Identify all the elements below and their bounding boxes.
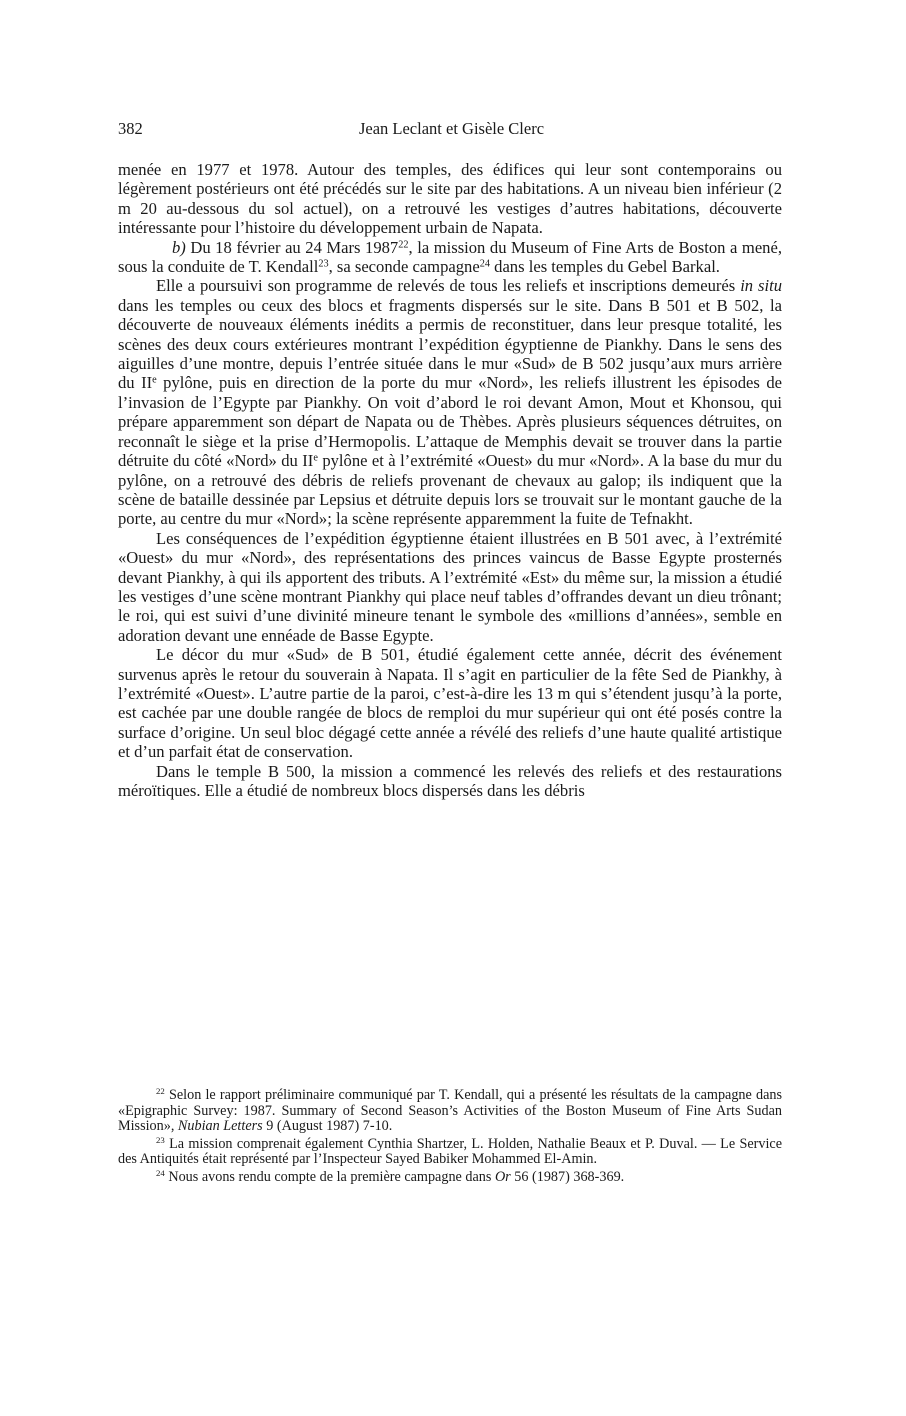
footnotes — [118, 1088, 782, 1186]
footnote-number: 24 — [156, 1168, 165, 1179]
paragraph: Elle a poursuivi son programme de relevés de tous les reliefs et inscriptions demeurés in situ dans les temples ou ceux des blocs et fragments dispersés sur le site. Dans B 501 et B 502, la découverte de nouveaux éléments inédits a permis de reconstituer, dans leur presque totalité, les scènes des deux cours extérieures montrant l’expédition égyptienne de Piankhy. Dans le sens des aiguilles d’une montre, depuis l’entrée située dans le mur «Sud» de B 502 jusqu’aux murs arrière du IIe pylône, puis en direction de la porte du mur «Nord», les reliefs illustrent les épisodes de l’invasion de l’Egypte par Piankhy. On voit d’abord le roi devant Amon, Mout et Khonsou, qui prépare apparemment son départ de Napata ou de Thèbes. Après plusieurs séquences détruites, on reconnaît le siège et la prise d’Hermopolis. L’attaque de Memphis devait se trouver dans la partie détruite du côté «Nord» du IIe pylône et à l’extrémité «Ouest» du mur «Nord». A la base du mur du pylône, on a retrouvé des débris de reliefs provenant de chevaux au galop; ils indiquent que la scène de bataille dessinée par Lepsius et détruite depuis lors se trouvait sur le montant gauche de la porte, au centre du mur «Nord»; la scène représente apparemment la fuite de Tefnakht. — [118, 276, 782, 529]
body-text — [118, 160, 782, 800]
paragraph: Dans le temple B 500, la mission a commencé les relevés des reliefs et des restaurations méroïtiques. Elle a étudié de nombreux blocs dispersés dans les débris — [118, 761, 782, 800]
list-label: b) — [172, 237, 186, 257]
ordinal-superscript: e — [313, 452, 318, 464]
page-header — [118, 119, 785, 143]
page-number: 382 — [118, 119, 143, 138]
footnote-ref[interactable]: 24 — [479, 258, 490, 270]
paragraph: Le décor du mur «Sud» de B 501, étudié également cette année, décrit des événement survenus après le retour du souverain à Napata. Il s’agit en particulier de la fête Sed de Piankhy, à l’extrémité «Ouest». L’autre partie de la paroi, c’est-à-dire les 13 m qui s’étendent jusqu’à la porte, est cachée par une double rangée de blocs de remploi du mur supérieur qui ont été posés contre la surface d’origine. Un seul bloc dégagé cette année a révélé des reliefs d’une haute qualité artistique et d’un parfait état de conservation. — [118, 645, 782, 762]
footnote: $^{22}$ Selon le rapport préliminaire communiqué par T. Kendall, qui a présenté les résultats de la campagne dans «Epigraphic Survey: 1987. Summary of Second Season’s Activities of the Boston Museum of Fine Arts Sudan Mission», Nubian Letters 9 (August 1987) 7-10. — [118, 1086, 782, 1135]
journal-title: Nubian Letters — [177, 1118, 263, 1135]
ordinal-superscript: e — [152, 374, 157, 386]
paragraph: menée en 1977 et 1978. Autour des temples, des édifices qui leur sont contemporains ou légèrement postérieurs ont été précédés sur le site par des habitations. A un niveau bien inférieur (2 m 20 au-dessous du sol actuel), on a retrouvé les vestiges d’autres habitations, découverte intéressante pour l’histoire du développement urbain de Napata. — [118, 160, 782, 238]
footnote-number: 22 — [156, 1086, 165, 1097]
footnote: $^{24}$ Nous avons rendu compte de la première campagne dans Or 56 (1987) 368-369. — [156, 1168, 625, 1185]
journal-title: Or — [494, 1168, 511, 1185]
footnote-ref[interactable]: 22 — [398, 238, 409, 250]
running-head: Jean Leclant et Gisèle Clerc — [358, 119, 545, 138]
paragraph: b) Du 18 février au 24 Mars 1987$^{22}$, la mission du Museum of Fine Arts de Boston a mené, sous la conduite de T. Kendall$^{23}$, sa seconde campagne$^{24}$ dans les temples du Gebel Barkal. — [118, 237, 782, 277]
footnote: $^{23}$ La mission comprenait également Cynthia Shartzer, L. Holden, Nathalie Beaux et P. Duval. — Le Service des Antiquités était représenté par l’Inspecteur Sayed Babiker Mohammed El-Amin. — [118, 1134, 782, 1168]
italic-term: in situ — [740, 276, 782, 296]
footnote-ref[interactable]: 23 — [318, 258, 329, 270]
footnote-number: 23 — [156, 1134, 165, 1145]
paragraph: Les conséquences de l’expédition égyptienne étaient illustrées en B 501 avec, à l’extrémité «Ouest» du mur «Nord», des représentations des princes vaincus de Basse Egypte prosternés devant Piankhy, à qui ils apportent des tributs. A l’extrémité «Est» du même sur, la mission a étudié les vestiges d’une scène montrant Piankhy qui place neuf tables d’offrandes devant un dieu trônant; le roi, qui est suivi d’une divinité mineure tenant le symbole des «millions d’années», semble en adoration devant une ennéade de Basse Egypte. — [118, 528, 782, 645]
